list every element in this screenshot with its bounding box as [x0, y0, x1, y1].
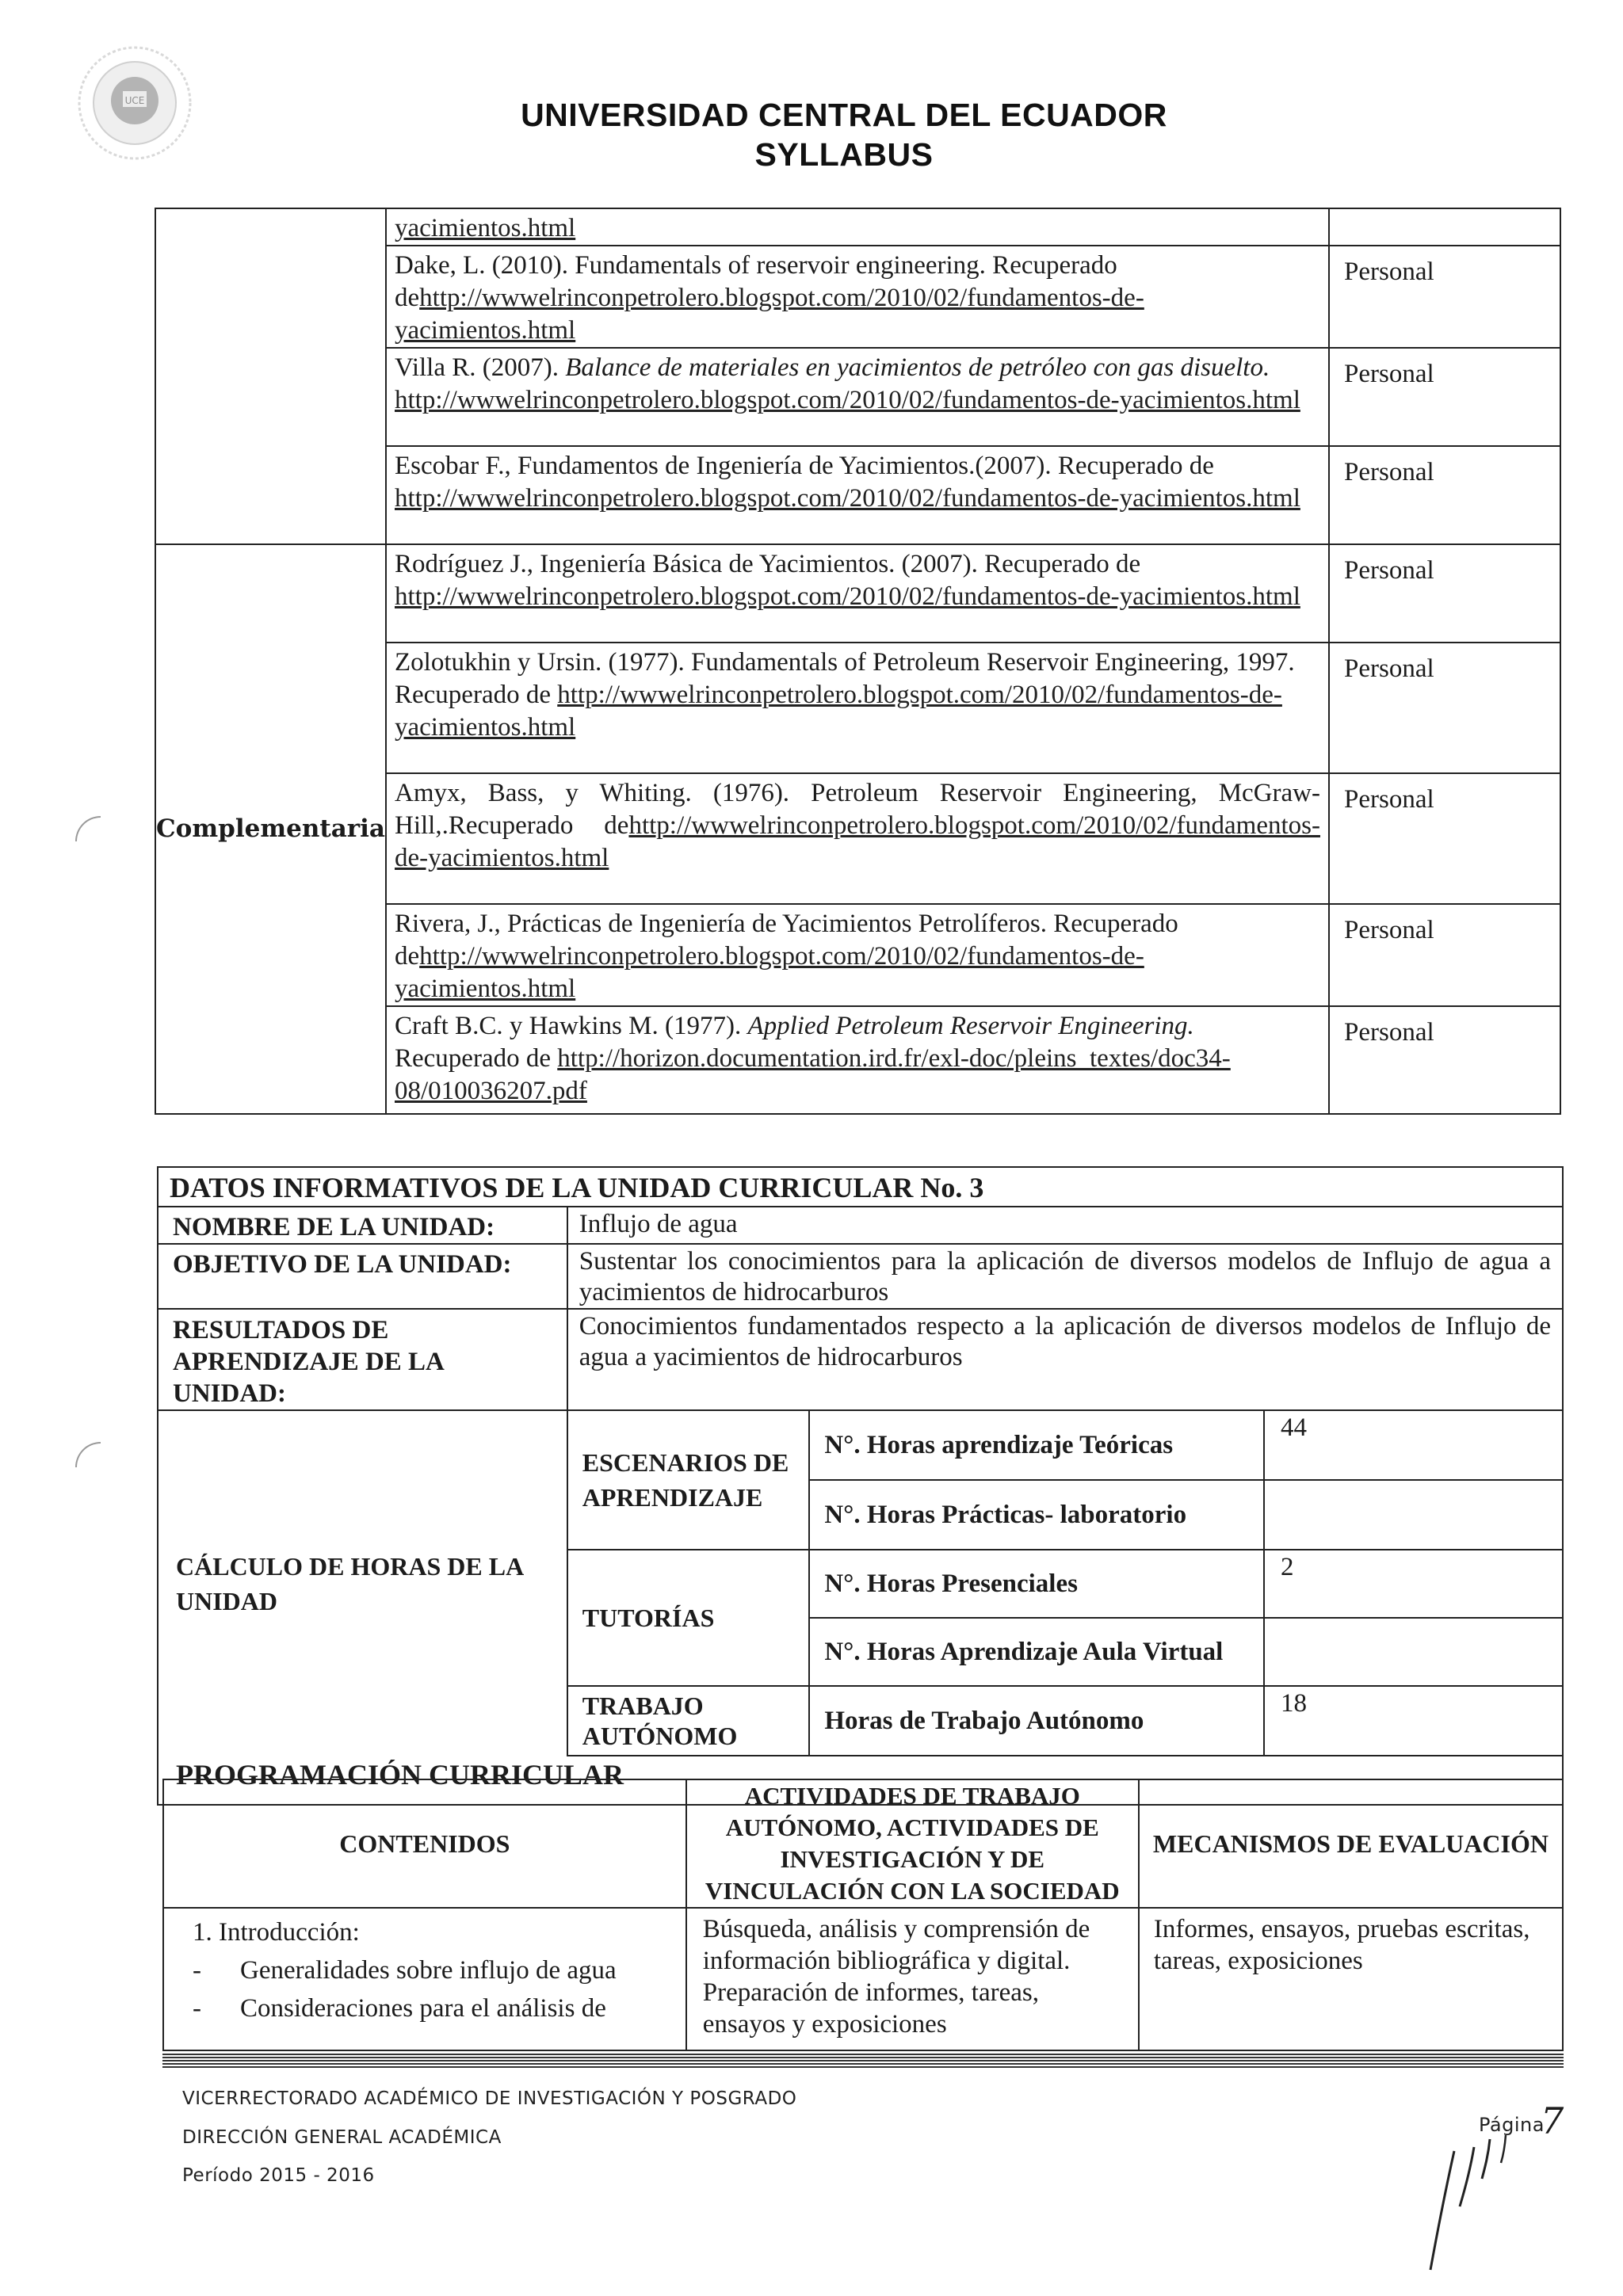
tutorias-label: TUTORÍAS — [567, 1550, 810, 1686]
programming-table — [162, 1779, 1564, 2051]
unit-objective-value: Sustentar los conocimientos para la aplicación de diversos modelos de Influjo de agua a yacimientos de hidrocarburos — [567, 1244, 1563, 1309]
reference-row: Rivera, J., Prácticas de Ingeniería de Yacimientos Petrolíferos. Recuperado dehttp://wwwelrinconpetrolero.blogspot.com/2010/02/fundamentos-de-yacimientos.html Personal — [155, 904, 1560, 1006]
reference-link[interactable]: http://wwwelrinconpetrolero.blogspot.com/2010/02/fundamentos-de-yacimientos.html — [395, 681, 1282, 742]
reference-link[interactable]: yacimientos.html — [395, 214, 576, 242]
page-number: 7 — [1541, 2100, 1564, 2142]
reference-link[interactable]: http://horizon.documentation.ird.fr/exl-doc/pleins_textes/doc34-08/010036207.pdf — [395, 1044, 1231, 1105]
content-title: 1. Introducción: — [193, 1918, 360, 1947]
reference-link[interactable]: http://wwwelrinconpetrolero.blogspot.com/2010/02/fundamentos-de-yacimientos.html — [395, 284, 1144, 345]
margin-mark — [75, 816, 101, 841]
reference-row: Complementaria Rodríguez J., Ingeniería Básica de Yacimientos. (2007). Recuperado de http://wwwelrinconpetrolero.blogspot.com/2010/02/fundamentos-de-yacimientos.html Personal — [155, 544, 1560, 643]
reference-type: Personal — [1329, 446, 1560, 544]
unit-results-label: RESULTADOS DE APRENDIZAJE DE LA UNIDAD: — [158, 1309, 567, 1410]
footer-line1: VICERRECTORADO ACADÉMICO DE INVESTIGACIÓN Y POSGRADO — [182, 2088, 797, 2109]
reference-link[interactable]: http://wwwelrinconpetrolero.blogspot.com/2010/02/fundamentos-de-yacimientos.html — [395, 582, 1300, 611]
reference-type: Personal — [1329, 904, 1560, 1006]
contents-cell — [163, 1908, 686, 2050]
reference-type: Personal — [1329, 773, 1560, 904]
evaluation-header: MECANISMOS DE EVALUACIÓN — [1139, 1779, 1563, 1908]
unit-results-value: Conocimientos fundamentados respecto a la aplicación de diversos modelos de Influjo de agua a yacimientos de hidrocarburos — [567, 1309, 1563, 1410]
syllabus-title: SYLLABUS — [754, 136, 934, 173]
contents-header: CONTENIDOS — [163, 1779, 686, 1908]
reference-type: Personal — [1329, 348, 1560, 446]
hours-row-label: Horas de Trabajo Autónomo — [809, 1686, 1264, 1756]
content-item: - Consideraciones para el análisis de — [193, 1994, 606, 2023]
reference-type: Personal — [1329, 643, 1560, 773]
hours-row-value: 44 — [1264, 1410, 1563, 1480]
reference-type: Personal — [1329, 246, 1560, 348]
unit-objective-label: OBJETIVO DE LA UNIDAD: — [158, 1244, 567, 1309]
reference-type: Personal — [1329, 544, 1560, 643]
unit-info-table — [157, 1166, 1564, 1806]
hours-row-label: N°. Horas Prácticas- laboratorio — [809, 1480, 1264, 1550]
reference-row: Villa R. (2007). Balance de materiales en yacimientos de petróleo con gas disuelto. http://wwwelrinconpetrolero.blogspot.com/2010/02/fundamentos-de-yacimientos.html Personal — [155, 348, 1560, 446]
hours-row-label: N°. Horas Aprendizaje Aula Virtual — [809, 1618, 1264, 1686]
page-label: Página — [1479, 2114, 1545, 2136]
scenarios-label: ESCENARIOS DE APRENDIZAJE — [567, 1410, 810, 1550]
signature-icon — [1395, 2123, 1553, 2282]
reference-row: Dake, L. (2010). Fundamentals of reservoir engineering. Recuperado dehttp://wwwelrinconpetrolero.blogspot.com/2010/02/fundamentos-de-yacimientos.html Personal — [155, 246, 1560, 348]
reference-type: Personal — [1329, 1006, 1560, 1114]
footer-rule — [162, 2054, 1564, 2068]
reference-row: Zolotukhin y Ursin. (1977). Fundamentals of Petroleum Reservoir Engineering, 1997. Recuperado de http://wwwelrinconpetrolero.blogspot.com/2010/02/fundamentos-de-yacimientos.html Personal — [155, 643, 1560, 773]
unit-name-label: NOMBRE DE LA UNIDAD: — [158, 1207, 567, 1244]
programming-label: PROGRAMACIÓN CURRICULAR — [158, 1756, 1563, 1805]
reference-row: Escobar F., Fundamentos de Ingeniería de Yacimientos.(2007). Recuperado de http://wwwelrinconpetrolero.blogspot.com/2010/02/fundamentos-de-yacimientos.html Personal — [155, 446, 1560, 544]
unit-title: DATOS INFORMATIVOS DE LA UNIDAD CURRICULAR No. 3 — [158, 1167, 1563, 1207]
hours-label: CÁLCULO DE HORAS DE LA UNIDAD — [158, 1410, 567, 1756]
svg-text:UCE: UCE — [124, 95, 145, 106]
autonomo-label: TRABAJO AUTÓNOMO — [567, 1686, 810, 1756]
activities-header: ACTIVIDADES DE TRABAJO AUTÓNOMO, ACTIVIDADES DE INVESTIGACIÓN Y DE VINCULACIÓN CON LA SOCIEDAD — [686, 1779, 1139, 1908]
unit-name-value: Influjo de agua — [567, 1207, 1563, 1244]
reference-link[interactable]: http://wwwelrinconpetrolero.blogspot.com/2010/02/fundamentos-de-yacimientos.html — [395, 811, 1320, 872]
margin-mark — [75, 1442, 101, 1467]
content-item: - Generalidades sobre influjo de agua — [193, 1956, 617, 1985]
activities-cell: Búsqueda, análisis y comprensión de información bibliográfica y digital. Preparación de informes, tareas, ensayos y exposiciones — [686, 1908, 1139, 2050]
reference-row: Amyx, Bass, y Whiting. (1976). Petroleum Reservoir Engineering, McGraw-Hill,.Recuperado dehttp://wwwelrinconpetrolero.blogspot.com/2010/02/fundamentos-de-yacimientos.html Personal — [155, 773, 1560, 904]
hours-row-value: 2 — [1264, 1550, 1563, 1618]
hours-row-value — [1264, 1618, 1563, 1686]
hours-row-label: N°. Horas Presenciales — [809, 1550, 1264, 1618]
footer-line2: DIRECCIÓN GENERAL ACADÉMICA — [182, 2127, 502, 2148]
reference-row: Craft B.C. y Hawkins M. (1977). Applied Petroleum Reservoir Engineering. Recuperado de http://horizon.documentation.ird.fr/exl-doc/pleins_textes/doc34-08/010036207.pdf Personal — [155, 1006, 1560, 1114]
hours-row-label: N°. Horas aprendizaje Teóricas — [809, 1410, 1264, 1480]
references-table — [155, 208, 1561, 1115]
reference-link[interactable]: http://wwwelrinconpetrolero.blogspot.com/2010/02/fundamentos-de-yacimientos.html — [395, 942, 1144, 1003]
university-title: UNIVERSIDAD CENTRAL DEL ECUADOR — [521, 97, 1167, 133]
reference-category: Complementaria — [155, 544, 386, 1114]
reference-link[interactable]: http://wwwelrinconpetrolero.blogspot.com/2010/02/fundamentos-de-yacimientos.html — [395, 386, 1300, 414]
footer-line3: Período 2015 - 2016 — [182, 2165, 375, 2186]
reference-link[interactable]: http://wwwelrinconpetrolero.blogspot.com/2010/02/fundamentos-de-yacimientos.html — [395, 484, 1300, 513]
hours-row-value: 18 — [1264, 1686, 1563, 1756]
hours-row-value — [1264, 1480, 1563, 1550]
evaluation-cell: Informes, ensayos, pruebas escritas, tareas, exposiciones — [1139, 1908, 1563, 2050]
